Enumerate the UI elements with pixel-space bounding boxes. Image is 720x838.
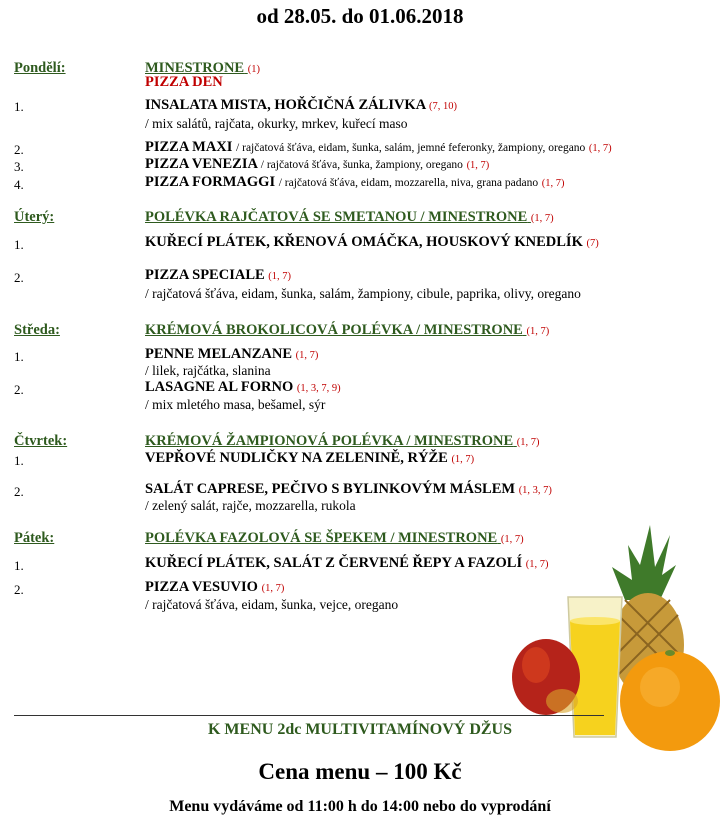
dish-title: VEPŘOVÉ NUDLIČKY NA ZELENINĚ, RÝŽE xyxy=(145,450,448,466)
dish-title: PIZZA VESUVIO xyxy=(145,579,258,595)
item-number: 1. xyxy=(14,99,24,114)
juice-note: K MENU 2dc MULTIVITAMÍNOVÝ DŽUS xyxy=(207,721,513,738)
dish-ingredients: / rajčatová šťáva, eidam, šunka, salám, žampiony, cibule, paprika, olivy, oregano xyxy=(145,286,581,301)
item-number: 1. xyxy=(14,349,24,364)
soup-name: MINESTRONE xyxy=(145,60,245,76)
dish-title: SALÁT CAPRESE, PEČIVO S BYLINKOVÝM MÁSLEM xyxy=(145,481,516,497)
allergens: (1, 7) xyxy=(261,583,285,594)
dish-title: INSALATA MISTA, HOŘČIČNÁ ZÁLIVKA xyxy=(145,97,426,113)
dish-ingredients: / mix salátů, rajčata, okurky, mrkev, kuřecí maso xyxy=(145,116,408,131)
soup-tuesday xyxy=(145,209,554,226)
day-label-friday: Pátek: xyxy=(14,530,55,546)
dish-title: PENNE MELANZANE xyxy=(145,346,293,362)
menu-price: Cena menu – 100 Kč xyxy=(258,759,462,784)
serving-hours: Menu vydáváme od 11:00 h do 14:00 nebo do vyprodání xyxy=(169,798,551,815)
dish-ingredients: / rajčatová šťáva, eidam, šunka, vejce, oregano xyxy=(145,597,399,612)
allergens: (1, 7) xyxy=(268,271,292,282)
soup-name: POLÉVKA FAZOLOVÁ SE ŠPEKEM / MINESTRONE xyxy=(145,530,498,546)
dish-name xyxy=(145,481,552,498)
dish-title: KUŘECÍ PLÁTEK, KŘENOVÁ OMÁČKA, HOUSKOVÝ KNEDLÍK xyxy=(145,234,583,250)
item-number: 4. xyxy=(14,177,24,192)
mango-icon xyxy=(512,639,580,715)
dish-name xyxy=(145,174,565,191)
dish-name xyxy=(145,555,548,572)
allergens: (1, 7) xyxy=(526,326,550,337)
item-number: 1. xyxy=(14,558,24,573)
item-number: 2. xyxy=(14,582,24,597)
dish-title: PIZZA VENEZIA xyxy=(145,156,258,172)
item-number: 2. xyxy=(14,142,24,157)
allergens: (1, 7) xyxy=(466,160,490,171)
allergens: (1, 7) xyxy=(451,454,475,465)
dish-title: PIZZA FORMAGGI xyxy=(145,174,276,190)
allergens: (1, 7) xyxy=(525,559,549,570)
pizza-day-label: PIZZA DEN xyxy=(145,74,223,90)
item-number: 1. xyxy=(14,453,24,468)
allergens: (1, 7) xyxy=(295,350,319,361)
allergens: (7, 10) xyxy=(429,101,458,112)
allergens: (1, 7) xyxy=(588,143,612,154)
footer-divider xyxy=(14,715,604,716)
day-label-wednesday: Středa: xyxy=(14,322,60,338)
allergens: (1, 7) xyxy=(500,534,524,545)
dish-name xyxy=(145,579,284,596)
soup-friday xyxy=(145,530,524,547)
fruit-juice-illustration xyxy=(500,505,720,755)
allergens: (7) xyxy=(586,238,599,249)
item-number: 1. xyxy=(14,237,24,252)
dish-ingredients: / zelený salát, rajče, mozzarella, rukola xyxy=(145,498,356,513)
dish-title: PIZZA MAXI xyxy=(145,139,233,155)
menu-title: od 28.05. do 01.06.2018 xyxy=(256,4,464,28)
dish-ingredients: / rajčatová šťáva, šunka, žampiony, oregano xyxy=(260,159,463,171)
dish-ingredients: / rajčatová šťáva, eidam, šunka, salám, jemné feferonky, žampiony, oregano xyxy=(236,142,586,154)
item-number: 2. xyxy=(14,382,24,397)
allergens: (1, 7) xyxy=(516,437,540,448)
dish-title: KUŘECÍ PLÁTEK, SALÁT Z ČERVENÉ ŘEPY A FAZOLÍ xyxy=(145,555,523,571)
item-number: 2. xyxy=(14,484,24,499)
item-number: 2. xyxy=(14,270,24,285)
dish-name xyxy=(145,139,612,156)
soup-wednesday xyxy=(145,322,549,339)
day-label-thursday: Čtvrtek: xyxy=(14,433,68,449)
soup-thursday xyxy=(145,433,540,450)
dish-name xyxy=(145,156,489,173)
day-label-monday: Pondělí: xyxy=(14,60,66,76)
soup-name: KRÉMOVÁ BROKOLICOVÁ POLÉVKA / MINESTRONE xyxy=(145,322,523,338)
allergens: (1, 3, 7, 9) xyxy=(296,383,341,394)
dish-name xyxy=(145,346,318,363)
allergens: (1) xyxy=(247,64,260,75)
dish-ingredients: / lilek, rajčátka, slanina xyxy=(145,363,271,378)
allergens: (1, 7) xyxy=(530,213,554,224)
dish-name xyxy=(145,97,457,114)
allergens: (1, 7) xyxy=(541,178,565,189)
item-number: 3. xyxy=(14,159,24,174)
soup-name: POLÉVKA RAJČATOVÁ SE SMETANOU / MINESTRONE xyxy=(145,209,528,225)
dish-ingredients: / rajčatová šťáva, eidam, mozzarella, niva, grana padano xyxy=(278,177,539,189)
dish-name xyxy=(145,234,599,251)
dish-title: LASAGNE AL FORNO xyxy=(145,379,294,395)
dish-name xyxy=(145,267,291,284)
dish-title: PIZZA SPECIALE xyxy=(145,267,265,283)
allergens: (1, 3, 7) xyxy=(518,485,552,496)
dish-name xyxy=(145,450,474,467)
dish-name xyxy=(145,379,341,396)
day-label-tuesday: Úterý: xyxy=(14,209,55,225)
dish-ingredients: / mix mletého masa, bešamel, sýr xyxy=(145,397,326,412)
soup-name: KRÉMOVÁ ŽAMPIONOVÁ POLÉVKA / MINESTRONE xyxy=(145,433,514,449)
